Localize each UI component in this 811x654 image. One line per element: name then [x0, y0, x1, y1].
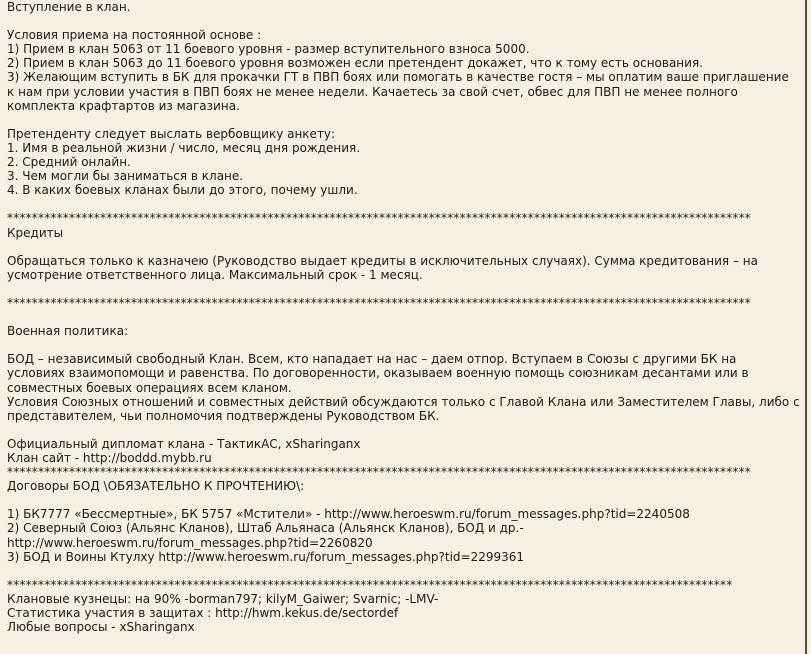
questionnaire-item-1: 1. Имя в реальной жизни / число, месяц дня рождения. — [7, 140, 361, 155]
spacer — [7, 14, 805, 28]
policy-text-cont: условиях взаимопомощи и равенства. По договоренности, оказываем военную помощь союзникам десантами или в — [7, 366, 749, 381]
treaty-1: 1) БК7777 «Бессмертные», БК 5757 «Мстители» - http://www.heroeswm.ru/forum_messages.php?tid=2240508 — [7, 507, 690, 522]
condition-2: 2) Прием в клан 5063 до 11 боевого уровня возможен если претендент докажет, что к тому есть основания. — [7, 56, 703, 71]
separator: ************************************************************************************************************************ — [7, 211, 751, 226]
spacer — [7, 240, 805, 254]
clan-site-line: Клан сайт - http://boddd.mybb.ru — [7, 451, 212, 465]
questionnaire-item-2: 2. Средний онлайн. — [7, 155, 131, 170]
condition-3: 3) Желающим вступить в БК для прокачки ГТ в ПВП боях или помогать в качестве гостя – мы оплатим ваше приглашение — [7, 70, 789, 85]
heading-treaties: Договоры БОД \ОБЯЗАТЕЛЬНО К ПРОЧТЕНИЮ\: — [7, 479, 305, 494]
spacer — [7, 197, 805, 211]
separator: ************************************************************************************************************************ — [7, 295, 751, 310]
defense-stats-line: Статистика участия в защитах : http://hwm.kekus.de/sectordef — [7, 606, 399, 621]
spacer — [7, 113, 805, 127]
treaty-2-link: http://www.heroeswm.ru/forum_messages.php?tid=2260820 — [7, 535, 373, 550]
spacer — [7, 564, 805, 578]
treaty-3: 3) БОД и Воины Ктулху http://www.heroeswm.ru/forum_messages.php?tid=2299361 — [7, 549, 525, 564]
smiths-line: Клановые кузнецы: на 90% -borman797; kilyM_Gaiwer; Svarnic; -LMV- — [7, 591, 439, 606]
condition-3-cont: комплекта крафтартов из магазина. — [7, 98, 240, 113]
treaty-2: 2) Северный Союз (Альянс Кланов), Штаб Альянаса (Альянск Кланов), БОД и др.- — [7, 521, 524, 536]
questionnaire-item-4: 4. В каких боевых кланах были до этого, почему ушли. — [7, 183, 358, 198]
condition-1: 1) Прием в клан 5063 от 11 боевого уровня - размер вступительного взноса 5000. — [7, 42, 530, 57]
heading-joining: Вступление в клан. — [7, 0, 131, 14]
spacer — [7, 493, 805, 507]
heading-military-policy: Военная политика: — [7, 324, 129, 339]
questionnaire-heading: Претенденту следует выслать вербовщику анкету: — [7, 126, 336, 141]
spacer — [7, 423, 805, 437]
credits-text-cont: усмотрение ответственного лица. Максимальный срок - 1 месяц. — [7, 267, 423, 282]
condition-3-cont: к нам при условии участия в ПВП боях не менее недели. Качаетесь за свой счет, обвес для ПВП не менее полного — [7, 84, 738, 99]
heading-credits: Кредиты — [7, 225, 64, 240]
alliance-terms: Условия Союзных отношений и совместных действий обсуждаются только с Главой Клана или Заместителем Главы, либо с — [7, 394, 800, 409]
conditions-heading: Условия приема на постоянной основе : — [7, 28, 262, 43]
credits-text: Обращаться только к казначею (Руководство выдает кредиты в исключительных случаях). Сумма кредитования – на — [7, 253, 758, 268]
alliance-terms-cont: представителем, чьи полномочия подтверждены Руководством БК. — [7, 408, 440, 423]
separator: ************************************************************************************************************************ — [7, 465, 751, 480]
questionnaire-item-3: 3. Чем могли бы заниматься в клане. — [7, 169, 244, 184]
spacer — [7, 338, 805, 352]
diplomat-line: Официальный дипломат клана - ТактикАС, xSharinganx — [7, 436, 361, 451]
policy-text-cont: совместных боевых операциях всем кланом. — [7, 380, 292, 395]
questions-line: Любые вопросы - xSharinganx — [7, 620, 195, 635]
spacer — [7, 282, 805, 296]
spacer — [7, 310, 805, 324]
separator: ********************************************************************************************************************* — [7, 577, 733, 592]
policy-text: БОД – независимый свободный Клан. Всем, кто нападает на нас – даем отпор. Вступаем в Союзы с другими БК на — [7, 352, 737, 367]
